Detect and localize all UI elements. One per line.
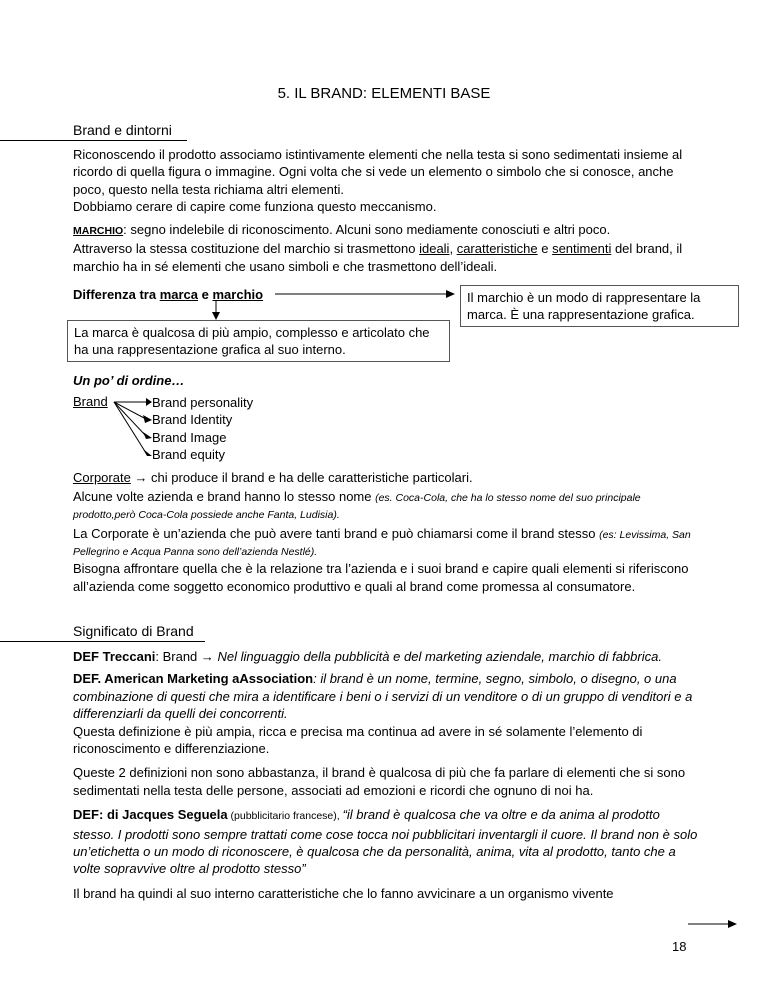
list-item: Brand Identity	[152, 412, 233, 428]
paragraph	[73, 526, 703, 560]
paragraph: Dobbiamo cerare di capire come funziona questo meccanismo.	[73, 199, 437, 215]
paragraph: Il brand ha quindi al suo interno caratteristiche che lo fanno avvicinare a un organismo vivente	[73, 885, 614, 901]
brand-items-list	[152, 394, 253, 464]
arrow-head	[143, 415, 152, 423]
arrow-head	[446, 290, 455, 298]
text: Attraverso la stessa costituzione del marchio si trasmettono	[73, 241, 420, 257]
note: (es. Coca-Cola, che ha lo stesso nome del suo principale prodotto,però Coca-Cola possiede anche Fanta, Ludisia).	[73, 492, 641, 522]
ordine-heading: Un po’ di ordine…	[73, 373, 185, 388]
text: : il brand è un nome, termine, segno, simbolo, o disegno, o una combinazione di questi che mira a identificare i beni o i servizi di un venditore o di un gruppo di venditori e a differenziarli da quelli dei concorrenti.	[73, 671, 693, 722]
text-caratteristiche: caratteristiche	[456, 241, 538, 257]
text-marca: marca	[159, 287, 199, 302]
text: del brand, il marchio ha in sé elementi che usano simboli e che trasmettono dell’ideali.	[73, 241, 683, 274]
def-label: DEF Treccani	[73, 649, 156, 664]
def-label: DEF: di Jacques Seguela	[73, 807, 228, 823]
paragraph	[73, 221, 703, 240]
text: e	[198, 287, 213, 302]
text: Nel linguaggio della pubblicità e del marketing aziendale, marchio di fabbrica.	[213, 649, 662, 664]
def-treccani	[73, 648, 703, 665]
page-number: 18	[672, 939, 687, 954]
marchio-label: MARCHIO	[73, 225, 124, 237]
text-ideali: ideali	[419, 241, 450, 257]
def-seguela	[73, 806, 703, 878]
list-item: Brand personality	[152, 395, 254, 410]
note: (pubblicitario francese),	[227, 810, 343, 823]
list-item: Brand Image	[152, 429, 227, 445]
paragraph: Questa definizione è più ampia, ricca e precisa ma continua ad avere in sé solamente l’elemento di riconoscimento e differenziazione.	[73, 723, 643, 757]
text: : Brand	[155, 649, 201, 664]
text: ,	[449, 241, 457, 257]
page-title: 5. IL BRAND: ELEMENTI BASE	[277, 85, 491, 102]
marchio-definition	[73, 221, 703, 275]
heading-rule	[0, 641, 205, 642]
list-item: Brand equity	[152, 447, 225, 463]
section-heading-significato: Significato di Brand	[73, 623, 194, 639]
section-heading-brand-dintorni: Brand e dintorni	[73, 122, 172, 138]
heading-rule	[0, 140, 187, 141]
paragraph: Riconoscendo il prodotto associamo istintivamente elementi che nella testa si sono sedimentati insieme al ricordo di quella figura o immagine. Ogni volta che si vede un elemento o simbolo che si conosce, anche poco, questo nella testa richiama altri elementi.	[73, 147, 683, 197]
continue-arrow-icon	[688, 918, 738, 930]
paragraph: Bisogna affrontare quella che è la relazione tra l’azienda e i suoi brand e capire quali elementi si riferiscono all’azienda come soggetto economico produttivo e quali al brand come promessa al consumatore.	[73, 561, 689, 594]
arrow-right-icon: →	[200, 649, 214, 664]
arrow-head	[212, 312, 220, 320]
def-ama	[73, 670, 703, 722]
brand-label: Brand	[73, 394, 108, 409]
differenza-arrows	[180, 286, 460, 322]
paragraph	[73, 469, 703, 486]
note: (es: Levissima, San Pellegrino e Acqua Panna sono dell’azienda Nestlé).	[73, 529, 691, 559]
text: “il brand è qualcosa che va oltre e da anima al prodotto stesso. I prodotti sono sempre trattati come cose tocca noi pubblicitari inventargli il cuore. Il brand non è solo un’etichetta o un modo di riconoscere, è qualcosa che da personalità, anima, vita al prodotto, tanto che a volte sopravvive oltre al prodotto stesso”	[73, 807, 698, 877]
text: Differenza tra	[73, 287, 160, 302]
text: Alcune volte azienda e brand hanno lo stesso nome	[73, 489, 376, 505]
def-label: DEF. American Marketing aAssociation	[73, 671, 314, 687]
section1-body	[73, 146, 703, 216]
arrow-right-icon: →	[134, 470, 148, 485]
text: e	[537, 241, 553, 257]
text: : segno indelebile di riconoscimento. Alcuni sono mediamente conosciuti e altri poco.	[123, 222, 611, 237]
text-marchio: marchio	[212, 287, 264, 302]
arrow-head	[143, 432, 152, 439]
corporate-section	[73, 469, 703, 595]
corporate-label: Corporate	[73, 470, 131, 485]
brand-branch-arrows	[112, 394, 154, 460]
paragraph	[73, 240, 703, 275]
paragraph	[73, 489, 703, 523]
paragraph: Queste 2 definizioni non sono abbastanza, il brand è qualcosa di più che fa parlare di elementi che si sono sedimentati nella testa delle persone, associati ad emozioni e ricordi che ognuno di noi ha.	[73, 765, 686, 798]
box-marchio: Il marchio è un modo di rappresentare la marca. È una rappresentazione grafica.	[460, 285, 739, 327]
text: chi produce il brand e ha delle caratteristiche particolari.	[147, 470, 473, 485]
text-sentimenti: sentimenti	[552, 241, 612, 257]
text: La Corporate è un’azienda che può avere tanti brand e può chiamarsi come il brand stesso	[73, 526, 600, 542]
section2-body	[73, 648, 703, 902]
box-marca: La marca è qualcosa di più ampio, complesso e articolato che ha una rappresentazione grafica al suo interno.	[67, 320, 450, 362]
